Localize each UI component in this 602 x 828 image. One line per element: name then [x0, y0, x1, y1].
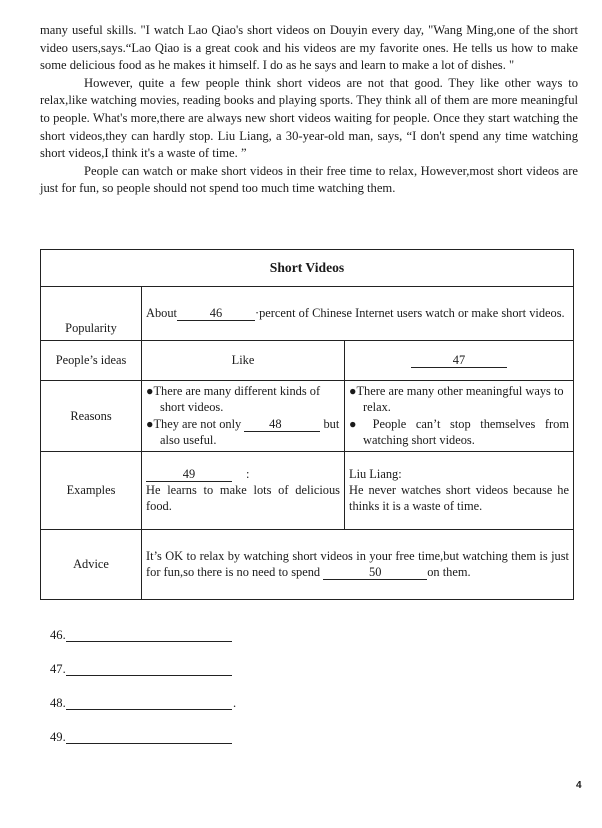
answer-number-48: 48. — [50, 696, 66, 710]
answer-number-49: 49. — [50, 730, 66, 744]
advice-cell — [142, 529, 574, 599]
answer-row-49 — [50, 730, 236, 764]
advice-row — [41, 529, 574, 599]
ideas-blank-cell — [345, 341, 574, 381]
reason-bullet-2-before: ●They are not only — [146, 416, 245, 431]
passage-paragraph-2: However, quite a few people think short videos are not that good. They like other ways to relax,like watching movies, reading books and playing sports. They think all of them are more meaningful to people. What's more,there are always new short videos waiting for people. Once they start watching the short videos,they can hardly stop. Liu Liang, a 30-year-old man, says, “I don't spend any time watching short videos,I think it's a waste of time. ” — [40, 75, 578, 161]
example-left-text: He learns to make lots of delicious food. — [146, 482, 340, 514]
reasons-label: Reasons — [41, 381, 142, 452]
blank-49[interactable]: 49 — [146, 468, 232, 482]
summary-table — [40, 249, 574, 600]
blank-47[interactable]: 47 — [411, 354, 507, 368]
examples-label: Examples — [41, 451, 142, 529]
examples-right-cell — [345, 451, 574, 529]
example-right-text: He never watches short videos because he thinks it is a waste of time. — [349, 482, 569, 514]
table-title-row — [41, 250, 574, 287]
ideas-like-cell: Like — [142, 341, 345, 381]
blank-48[interactable]: 48 — [244, 418, 320, 432]
blank-46[interactable]: 46 — [177, 307, 255, 321]
answer-number-46: 46. — [50, 628, 66, 642]
example-right-name: Liu Liang: — [349, 466, 402, 481]
answer-line-46[interactable] — [66, 628, 232, 642]
reason-bullet-3: ●There are many other meaningful ways to relax. — [349, 384, 564, 415]
table-title: Short Videos — [41, 250, 574, 287]
examples-left-cell — [142, 451, 345, 529]
answer-row-48 — [50, 696, 236, 730]
advice-text-before: It’s OK to relax by watching short videos in your free time,but watching them is just for fun,so there is no need to spend — [146, 548, 569, 580]
popularity-row — [41, 287, 574, 341]
advice-text-after: on them. — [427, 565, 471, 580]
reason-bullet-2-after: but also useful. — [160, 416, 340, 448]
answer-lines — [50, 628, 236, 764]
popularity-cell — [142, 287, 574, 341]
examples-row — [41, 451, 574, 529]
reason-bullet-1: ●There are many different kinds of short videos. — [146, 384, 321, 415]
popularity-text-before: About — [146, 306, 177, 321]
example-colon: : — [246, 466, 250, 481]
advice-label: Advice — [41, 529, 142, 599]
blank-50[interactable]: 50 — [323, 566, 427, 580]
reading-passage — [40, 22, 578, 198]
reasons-row — [41, 381, 574, 452]
answer-row-46 — [50, 628, 236, 662]
reason-bullet-4: ● People can’t stop themselves from watching short videos. — [349, 416, 569, 448]
answer-line-49[interactable] — [66, 730, 232, 744]
ideas-label: People’s ideas — [41, 341, 142, 381]
passage-paragraph-3: People can watch or make short videos in their free time to relax, However,most short videos are just for fun, so people should not spend too much time watching them. — [40, 163, 578, 196]
answer-line-48[interactable] — [66, 696, 232, 710]
ideas-row — [41, 341, 574, 381]
answer-number-47: 47. — [50, 662, 66, 676]
answer-tail-48: . — [233, 696, 237, 710]
example-left-header — [146, 466, 340, 482]
popularity-label: Popularity — [41, 287, 142, 341]
reason-bullet-2 — [146, 416, 340, 449]
page-number: 4 — [576, 780, 582, 791]
reasons-right-cell — [345, 381, 574, 452]
answer-line-47[interactable] — [66, 662, 232, 676]
reasons-left-cell — [142, 381, 345, 452]
popularity-text-after: ·percent of Chinese Internet users watch or make short videos. — [254, 306, 565, 321]
answer-row-47 — [50, 662, 236, 696]
passage-paragraph-1: many useful skills. "I watch Lao Qiao's short videos on Douyin every day, "Wang Ming,one of the short video users,says.“Lao Qiao is a great cook and his videos are my favorite ones. He tells us how to make some delicious food as he makes it himself. I do as he says and learn to make a lot of dishes. " — [40, 23, 578, 73]
